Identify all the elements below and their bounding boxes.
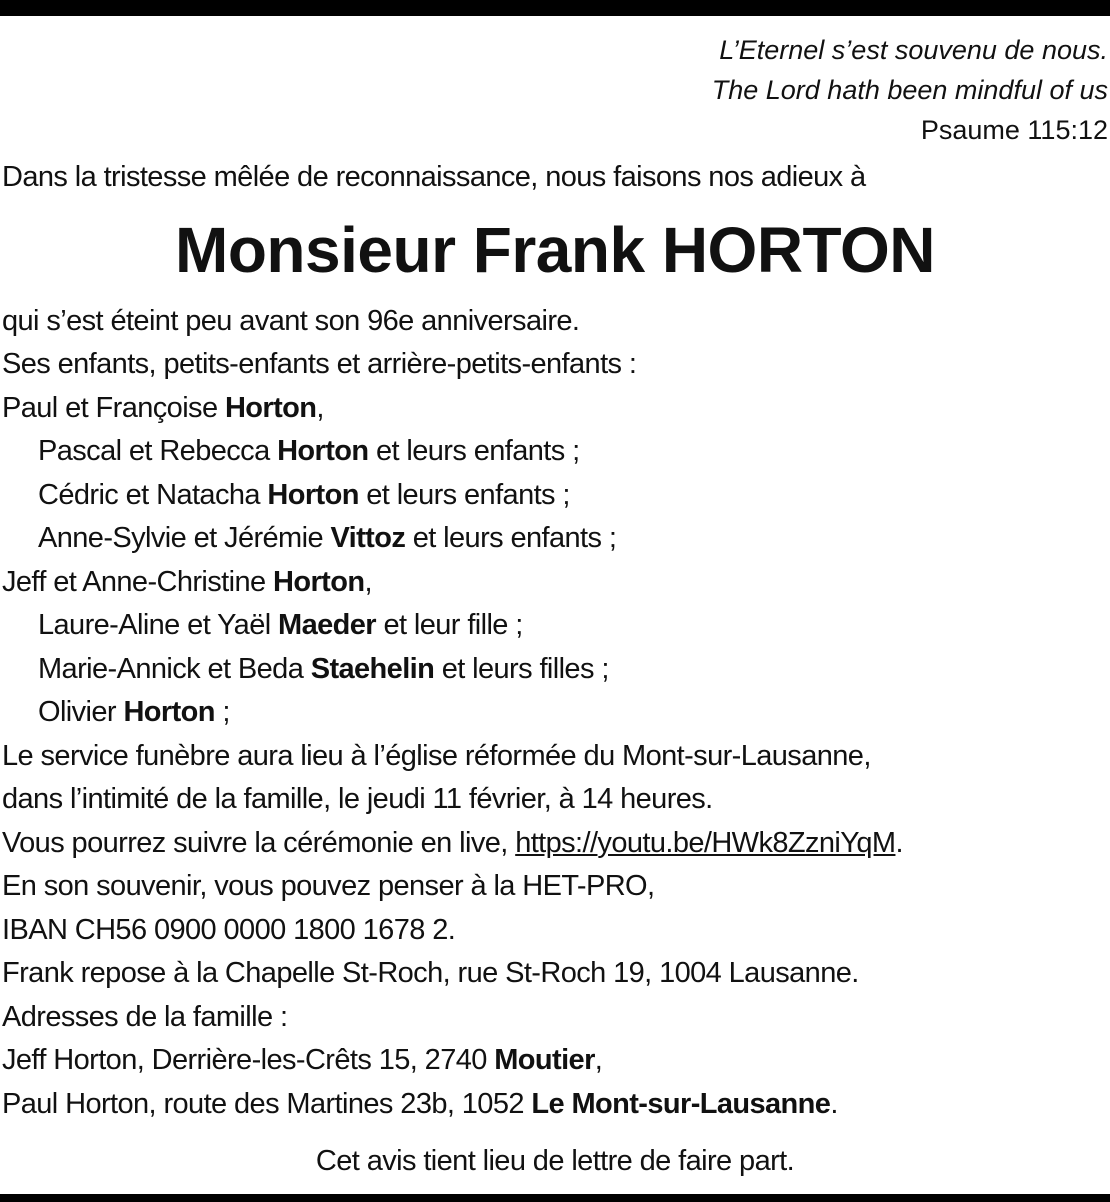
- service-line-1: Le service funèbre aura lieu à l’église réformée du Mont-sur-Lausanne,: [2, 739, 871, 772]
- livestream-text: Vous pourrez suivre la cérémonie en live,: [2, 826, 516, 859]
- family-line: [2, 430, 1108, 474]
- family-surname: Horton: [224, 391, 317, 424]
- intro-text: Dans la tristesse mêlée de reconnaissance, nous faisons nos adieux à: [2, 161, 866, 193]
- family-suffix: et leur fille ;: [376, 609, 523, 641]
- family-line: [2, 561, 1108, 605]
- address-text: Jeff Horton, Derrière-les-Crêts 15, 2740: [2, 1044, 495, 1076]
- donation-iban: IBAN CH56 0900 0000 1800 1678 2.: [2, 913, 456, 946]
- family-surname: Horton: [277, 435, 369, 467]
- family-given-names: Olivier: [38, 696, 124, 728]
- family-surname: Maeder: [278, 609, 376, 641]
- family-surname: Horton: [267, 478, 359, 511]
- epigraph-reference: Psaume 115:12: [920, 115, 1108, 145]
- family-given-names: Cédric et Natacha: [38, 478, 268, 511]
- family-line: [2, 604, 1108, 648]
- livestream-line: [2, 822, 1108, 866]
- addresses-heading: Adresses de la famille :: [2, 1000, 288, 1033]
- family-given-names: Pascal et Rebecca: [38, 435, 278, 467]
- family-given-names: Jeff et Anne-Christine: [2, 565, 273, 598]
- obituary-notice: [2, 30, 1108, 1184]
- epigraph-french: L’Eternel s’est souvenu de nous.: [719, 35, 1108, 65]
- family-surname: Vittoz: [330, 522, 406, 554]
- family-suffix: et leurs enfants ;: [358, 478, 570, 511]
- family-line: [2, 517, 1108, 561]
- deceased-name: Monsieur Frank HORTON: [175, 213, 935, 286]
- epigraph-english: The Lord hath been mindful of us: [711, 75, 1108, 105]
- family-heading: Ses enfants, petits-enfants et arrière-petits-enfants :: [2, 348, 637, 380]
- address-town: Le Mont-sur-Lausanne: [531, 1087, 831, 1120]
- service-line-2: dans l’intimité de la famille, le jeudi 11 février, à 14 heures.: [2, 783, 713, 815]
- livestream-link[interactable]: https://youtu.be/HWk8ZzniYqM: [515, 826, 896, 859]
- family-suffix: ,: [364, 565, 372, 598]
- age-line: qui s’est éteint peu avant son 96e anniversaire.: [2, 304, 580, 337]
- closing-note: Cet avis tient lieu de lettre de faire part.: [315, 1145, 795, 1177]
- address-suffix: .: [830, 1087, 838, 1120]
- family-given-names: Laure-Aline et Yaël: [38, 609, 279, 641]
- address-town: Moutier: [494, 1044, 595, 1076]
- family-surname: Staehelin: [310, 652, 435, 685]
- family-line: [2, 648, 1108, 692]
- epigraph: [2, 30, 1108, 150]
- family-given-names: Anne-Sylvie et Jérémie: [38, 522, 331, 554]
- family-given-names: Paul et Françoise: [2, 391, 225, 424]
- address-text: Paul Horton, route des Martines 23b, 1052: [2, 1087, 532, 1120]
- rest-location: Frank repose à la Chapelle St-Roch, rue St-Roch 19, 1004 Lausanne.: [2, 957, 859, 989]
- top-border-rule: [0, 0, 1110, 16]
- family-line: [2, 387, 1108, 431]
- family-suffix: ,: [316, 391, 324, 424]
- address-suffix: ,: [594, 1044, 603, 1076]
- bottom-border-rule: [0, 1194, 1110, 1202]
- donation-line-1: En son souvenir, vous pouvez penser à la HET-PRO,: [2, 870, 655, 902]
- family-suffix: et leurs filles ;: [434, 652, 609, 685]
- family-line: [2, 691, 1108, 735]
- family-line: [2, 474, 1108, 518]
- family-suffix: et leurs enfants ;: [405, 522, 617, 554]
- family-suffix: et leurs enfants ;: [368, 435, 580, 467]
- livestream-period: .: [895, 826, 903, 859]
- family-given-names: Marie-Annick et Beda: [38, 652, 311, 685]
- family-address: [2, 1039, 1108, 1083]
- family-surname: Horton: [273, 565, 365, 598]
- family-suffix: ;: [214, 696, 230, 728]
- family-address: [2, 1083, 1108, 1127]
- family-surname: Horton: [123, 696, 215, 728]
